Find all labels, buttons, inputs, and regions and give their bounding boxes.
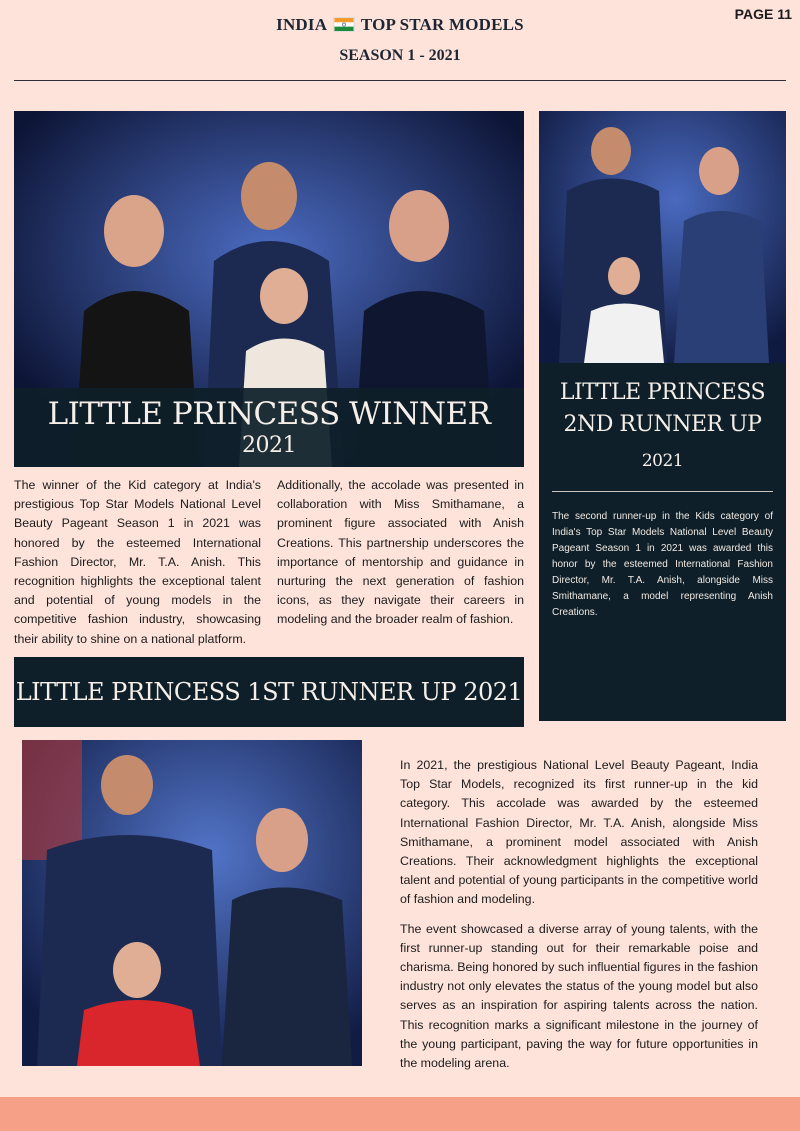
second-runner-up-panel [539, 363, 786, 721]
magazine-title [0, 15, 800, 35]
first-runner-up-title: LITTLE PRINCESS 1ST RUNNER UP 2021 [15, 678, 523, 706]
winner-banner [14, 388, 524, 467]
season-subtitle: SEASON 1 - 2021 [339, 47, 461, 64]
title-top-star-models: TOP STAR MODELS [360, 15, 524, 34]
winner-title: LITTLE PRINCESS WINNER [47, 396, 491, 432]
second-runner-up-title-line2: 2ND RUNNER UP [563, 412, 762, 437]
first-runner-up-para2: The event showcased a diverse array of young talents, with the first runner-up standing out for their remarkable poise and charisma. Being honored by such influential figures in the fashion industry not only elevates the status of the young model but also serves as an inspiration for aspiring talents across the nation. This recognition marks a significant milestone in the journey of the young participant, paving the way for future opportunities in the modeling arena. [400, 921, 758, 1071]
second-runner-up-photo [539, 111, 786, 363]
first-runner-up-text [400, 756, 758, 1073]
first-runner-up-para1: In 2021, the prestigious National Level Beauty Pageant, India Top Star Models, recognized its first runner-up in the kid category. This accolade was awarded by the esteemed International Fashion Director, Mr. T.A. Anish, alongside Miss Smithamane, a prominent model associated with Anish Creations. Their acknowledgment highlights the exceptional talent and potential of young participants in the competitive world of fashion and modeling. [400, 758, 758, 907]
india-flag-icon [333, 17, 355, 32]
footer-band [0, 1097, 800, 1131]
winner-year: 2021 [242, 433, 296, 458]
winner-text-col2: Additionally, the accolade was presented in collaboration with Miss Smithamane, a prominent figure associated with Anish Creations. This partnership underscores the importance of mentorship and guidance in nurturing the next generation of fashion icons, as they navigate their careers in modeling and the broader realm of fashion. [277, 478, 524, 627]
title-india: INDIA [276, 15, 327, 34]
page-number: PAGE 11 [734, 6, 792, 22]
first-runner-up-photo [22, 740, 362, 1066]
header-divider [14, 80, 786, 81]
second-runner-up-title-line1: LITTLE PRINCESS [559, 380, 766, 405]
second-runner-up-divider [552, 491, 773, 492]
second-runner-up-year: 2021 [641, 451, 684, 471]
second-runner-up-text: The second runner-up in the Kids category of India's Top Star Models National Level Beauty Pageant Season 1 in 2021 was awarded this honor by the esteemed International Fashion Director, Mr. T.A. Anish, alongside Miss Smithamane, a model representing Anish Creations. [552, 511, 773, 618]
winner-text-col1: The winner of the Kid category at India's prestigious Top Star Models National Level Beauty Pageant Season 1 in 2021 was honored by the esteemed International Fashion Director, Mr. T.A. Anish. This recognition highlights the exceptional talent and potential of young models in the competitive fashion industry, showcasing their ability to shine on a national platform. [14, 478, 261, 646]
first-runner-up-banner [14, 657, 524, 727]
